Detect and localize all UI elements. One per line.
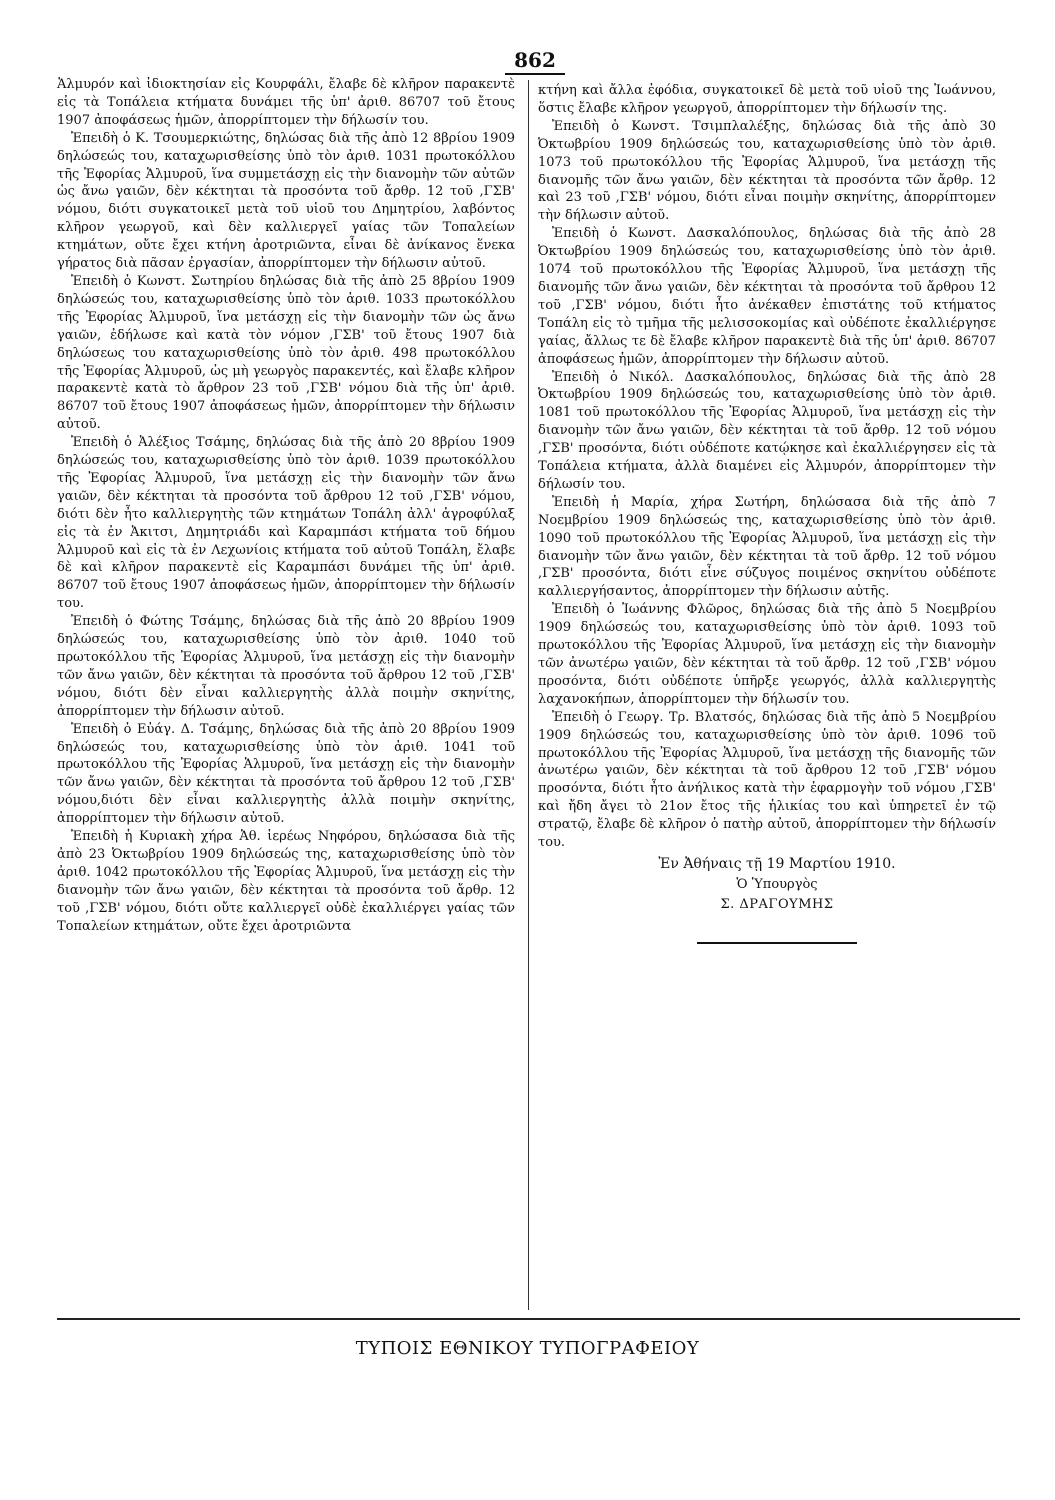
- paragraph: Ἐπειδὴ ὁ Ἰωάννης Φλῶρος, δηλώσας διὰ τῆς ἀπὸ 5 Νοεμβρίου 1909 δηλώσεώς του, καταχωρισθείσης ὑπὸ τὸν ἀριθ. 1093 τοῦ πρωτοκόλλου τῆς Ἐφορίας Ἁλμυροῦ, ἵνα μετάσχῃ εἰς τὴν διανομὴν τῶν ἀνωτέρω γαιῶν, δὲν κέκτηται τὰ τοῦ ἄρθρ. 12 τοῦ ,ΓΣΒ' νόμου προσόντα, διότι οὐδέποτε ὑπῆρξε γεωργός, ἀλλὰ καλλιεργητὴς λαχανοκήπων, ἀπορρίπτομεν τὴν δήλωσίν του.: [538, 602, 996, 707]
- signature-name: Σ. ΔΡΑΓΟΥΜΗΣ: [720, 896, 834, 912]
- paragraph: Ἐπειδὴ ὁ Νικόλ. Δασκαλόπουλος, δηλώσας διὰ τῆς ἀπὸ 28 Ὀκτωβρίου 1909 δηλώσεώς του, καταχωρισθείσης ὑπὸ τὸν ἀριθ. 1081 τοῦ πρωτοκόλλου τῆς Ἐφορίας Ἁλμυροῦ, ἵνα μετάσχῃ εἰς τὴν διανομὴν τῶν ἄνω γαιῶν, δὲν κέκτηται τὰ τοῦ ἄρθρ. 12 τοῦ νόμου ,ΓΣΒ' προσόντα, διότι οὐδέποτε κατῴκησε καὶ ἐκαλλιέργησεν εἰς τὰ Τοπάλεια κτήματα, ἀλλὰ διαμένει εἰς Ἁλμυρόν, ἀπορρίπτομεν τὴν δήλωσίν του.: [538, 369, 996, 492]
- page-divider: [57, 1318, 1020, 1320]
- printer-footer: ΤΥΠΟΙΣ ΕΘΝΙΚΟΥ ΤΥΠΟΓΡΑΦΕΙΟΥ: [355, 1338, 700, 1359]
- paragraph: Ἐπειδὴ ὁ Ἀλέξιος Τσάμης, δηλώσας διὰ τῆς ἀπὸ 20 8βρίου 1909 δηλώσεώς του, καταχωρισθείσης ὑπὸ τὸν ἀριθ. 1039 πρωτοκόλλου τῆς Ἐφορίας Ἁλμυροῦ, ἵνα μετάσχῃ εἰς τὴν διανομὴν τῶν ἄνω γαιῶν, δὲν κέκτηται τὰ προσόντα τοῦ ἄρθρου 12 τοῦ ,ΓΣΒ' νόμου, διότι δὲν ἦτο καλλιεργητὴς τῶν κτημάτων Τοπάλη ἀλλ' ἀγροφύλαξ εἰς τὰ ἐν Ἀκιτσι, Δημητριάδι καὶ Καραμπάσι κτήματα τοῦ δήμου Ἁλμυροῦ καὶ εἰς τὰ ἐν Λεχωνίοις κτήματα τοῦ αὐτοῦ Τοπάλη, ἔλαβε δὲ καὶ κλῆρον παρακεντὲ εἰς Καραμπάσι δυνάμει τῆς ὑπ' ἀριθ. 86707 τοῦ ἔτους 1907 ἀποφάσεως ἡμῶν, ἀπορρίπτομεν τὴν δήλωσίν του.: [57, 435, 515, 612]
- paragraph: Ἐπειδὴ ὁ Κωνστ. Σωτηρίου δηλώσας διὰ τῆς ἀπὸ 25 8βρίου 1909 δηλώσεώς του, καταχωρισθείσης ὑπὸ τὸν ἀριθ. 1033 πρωτοκόλλου τῆς Ἐφορίας Ἁλμυροῦ, ἵνα μετάσχῃ εἰς τὴν διανομὴν τῶν ὡς ἄνω γαιῶν, ἐδήλωσε καὶ κατὰ τὸν νόμον ,ΓΣΒ' τοῦ ἔτους 1907 διὰ δηλώσεως του καταχωρισθείσης ὑπὸ τὸν ἀριθ. 498 πρωτοκόλλου τῆς Ἐφορίας Ἁλμυροῦ, ὡς μὴ γεωργὸς παρακεντές, καὶ ἔλαβε κλῆρον παρακεντὲ κατὰ τὸ ἄρθρον 23 τοῦ ,ΓΣΒ' νόμου διὰ τῆς ὑπ' ἀριθ. 86707 τοῦ ἔτους 1907 ἀποφάσεως ἡμῶν, ἀπορρίπτομεν τὴν δήλωσιν αὐτοῦ.: [57, 273, 515, 433]
- signature-date: Ἐν Ἀθήναις τῇ 19 Μαρτίου 1910.: [658, 855, 896, 872]
- paragraph: Ἐπειδὴ ὁ Εὐάγ. Δ. Τσάμης, δηλώσας διὰ τῆς ἀπὸ 20 8βρίου 1909 δηλώσεώς του, καταχωρισθείσης ὑπὸ τὸν ἀριθ. 1041 τοῦ πρωτοκόλλου τῆς Ἐφορίας Ἁλμυροῦ, ἵνα μετάσχῃ εἰς τὴν διανομὴν τῶν ἄνω γαιῶν, δὲν κέκτηται τὰ προσόντα τοῦ ἄρθρου 12 τοῦ ,ΓΣΒ' νόμου,διότι δὲν εἶναι καλλιεργητὴς ἀλλὰ ποιμὴν σκηνίτης, ἀπορρίπτομεν τὴν δήλωσιν αὐτοῦ.: [57, 721, 515, 827]
- signature-block: [538, 856, 996, 944]
- signature-rule: [697, 942, 857, 944]
- paragraph: Ἁλμυρόν καὶ ἰδιοκτησίαν εἰς Κουρφάλι, ἔλαβε δὲ κλῆρον παρακεντὲ εἰς τὰ Τοπάλεια κτήματα δυνάμει τῆς ὑπ' ἀριθ. 86707 τοῦ ἔτους 1907 ἀποφάσεως ἡμῶν, ἀπορρίπτομεν τὴν δήλωσίν του.: [57, 77, 515, 128]
- paragraph: Ἐπειδὴ ὁ Γεωργ. Τρ. Βλατσός, δηλώσας διὰ τῆς ἀπὸ 5 Νοεμβρίου 1909 δηλώσεώς του, καταχωρισθείσης ὑπὸ τὸν ἀριθ. 1096 τοῦ πρωτοκόλλου τῆς Ἐφορίας Ἁλμυροῦ, ἵνα μετάσχῃ τῆς διανομῆς τῶν ἀνωτέρω γαιῶν, δὲν κέκτηται τὰ τοῦ ἄρθρου 12 τοῦ ,ΓΣΒ' νόμου προσόντα, διότι ἦτο ἀνήλικος κατὰ τὴν ἐφαρμογὴν τοῦ νόμου ,ΓΣΒ' καὶ ἤδη ἄγει τὸ 21ον ἔτος τῆς ἡλικίας του καὶ ὑπηρετεῖ ἐν τῷ στρατῷ, ἔλαβε δὲ κλῆρον ὁ πατὴρ αὐτοῦ, ἀπορρίπτομεν τὴν δήλωσίν του.: [538, 709, 996, 851]
- column-divider: [528, 80, 529, 1310]
- page-number: 862: [505, 48, 565, 75]
- left-column: [57, 76, 515, 936]
- paragraph: Ἐπειδὴ ἡ Μαρία, χήρα Σωτήρη, δηλώσασα διὰ τῆς ἀπὸ 7 Νοεμβρίου 1909 δηλώσεώς της, καταχωρισθείσης ὑπὸ τὸν ἀριθ. 1090 τοῦ πρωτοκόλλου τῆς Ἐφορίας Ἁλμυροῦ, ἵνα μετάσχῃ εἰς τὴν διανομὴν τῶν ἄνω γαιῶν, δὲν κέκτηται τὰ τοῦ ἄρθρ. 12 τοῦ νόμου ,ΓΣΒ' προσόντα, διότι εἶνε σύζυγος ποιμένος σκηνίτου οὐδέποτε καλλιεργήσαντος, ἀπορρίπτομεν τὴν δήλωσιν αὐτῆς.: [538, 494, 996, 600]
- paragraph: Ἐπειδὴ ὁ Φώτης Τσάμης, δηλώσας διὰ τῆς ἀπὸ 20 8βρίου 1909 δηλώσεώς του, καταχωρισθείσης ὑπὸ τὸν ἀριθ. 1040 τοῦ πρωτοκόλλου τῆς Ἐφορίας Ἁλμυροῦ, ἵνα μετάσχῃ εἰς τὴν διανομὴν τῶν ἄνω γαιῶν, δὲν κέκτηται τὰ προσόντα τοῦ ἄρθρου 12 τοῦ ,ΓΣΒ' νόμου, διότι δὲν εἶναι καλλιεργητὴς ἀλλὰ ποιμὴν σκηνίτης, ἀπορρίπτομεν τὴν δήλωσιν αὐτοῦ.: [57, 614, 515, 719]
- paragraph: Ἐπειδὴ ἡ Κυριακὴ χήρα Ἀθ. ἱερέως Νηφόρου, δηλώσασα διὰ τῆς ἀπὸ 23 Ὀκτωβρίου 1909 δηλώσεώς της, καταχωρισθείσης ὑπὸ τὸν ἀριθ. 1042 πρωτοκόλλου τῆς Ἐφορίας Ἁλμυροῦ, ἵνα μετάσχῃ εἰς τὴν διανομὴν τῶν ἄνω γαιῶν, δὲν κέκτηται τὰ προσόντα τοῦ ἄρθρ. 12 τοῦ ,ΓΣΒ' νόμου, διότι οὔτε καλλιεργεῖ οὐδὲ ἐκαλλιέργει γαίας τῶν Τοπαλείων κτημάτων, οὔτε ἔχει ἀροτριῶντα: [57, 829, 515, 934]
- signature-title: Ὁ Ὑπουργὸς: [736, 876, 818, 892]
- paragraph: Ἐπειδὴ ὁ Κωνστ. Τσιμπλαλέξης, δηλώσας διὰ τῆς ἀπὸ 30 Ὀκτωβρίου 1909 δηλώσεώς του, καταχωρισθείσης ὑπὸ τὸν ἀριθ. 1073 τοῦ πρωτοκόλλου τῆς Ἐφορίας Ἁλμυροῦ, ἵνα μετάσχῃ τῆς διανομῆς τῶν ἄνω γαιῶν, δὲν κέκτηται τὰ προσόντα τῶν ἄρθρ. 12 καὶ 23 τοῦ ,ΓΣΒ' νόμου, διότι εἶναι ποιμὴν σκηνίτης, ἀπορρίπτομεν τὴν δήλωσιν αὐτοῦ.: [538, 118, 996, 224]
- right-column: [538, 82, 996, 944]
- paragraph: κτήνη καὶ ἄλλα ἐφόδια, συγκατοικεῖ δὲ μετὰ τοῦ υἱοῦ της Ἰωάννου, ὅστις ἔλαβε κλῆρον γεωργοῦ, ἀπορρίπτομεν τὴν δήλωσίν της.: [538, 83, 996, 116]
- paragraph: Ἐπειδὴ ὁ Κ. Τσουμερκιώτης, δηλώσας διὰ τῆς ἀπὸ 12 8βρίου 1909 δηλώσεώς του, καταχωρισθείσης ὑπὸ τὸν ἀριθ. 1031 πρωτοκόλλου τῆς Ἐφορίας Ἁλμυροῦ, ἵνα συμμετάσχῃ εἰς τὴν διανομὴν τῶν αὐτῶν ὡς ἄνω γαιῶν, δὲν κέκτηται τὰ προσόντα τοῦ ἄρθρ. 12 τοῦ ,ΓΣΒ' νόμου, διότι συγκατοικεῖ μετὰ τοῦ υἱοῦ του Δημητρίου, λαβόντος κλῆρον γεωργοῦ, καὶ δὲν καλλιεργεῖ γαίας τῶν Τοπαλείων κτημάτων, οὔτε ἔχει κτήνη ἀροτριῶντα, εἶναι δὲ ἀνίκανος ἕνεκα γήρατος διὰ πᾶσαν ἐργασίαν, ἀπορρίπτομεν τὴν δήλωσιν αὐτοῦ.: [57, 130, 515, 272]
- paragraph: Ἐπειδὴ ὁ Κωνστ. Δασκαλόπουλος, δηλώσας διὰ τῆς ἀπὸ 28 Ὀκτωβρίου 1909 δηλώσεώς του, καταχωρισθείσης ὑπὸ τὸν ἀριθ. 1074 τοῦ πρωτοκόλλου τῆς Ἐφορίας Ἁλμυροῦ, ἵνα μετάσχῃ τῆς διανομῆς τῶν ἄνω γαιῶν, δὲν κέκτηται τὰ προσόντα τοῦ ἄρθρου 12 τοῦ ,ΓΣΒ' νόμου, διότι ἦτο ἀνέκαθεν ἐπιστάτης τοῦ κτήματος Τοπάλη εἰς τὸ τμῆμα τῆς μελισσοκομίας καὶ οὐδέποτε ἐκαλλιέργησε γαίας, ἄλλως τε δὲ ἔλαβε κλῆρον παρακεντὲ διὰ τῆς ὑπ' ἀριθ. 86707 ἀποφάσεως ἡμῶν, ἀπορρίπτομεν τὴν δήλωσιν αὐτοῦ.: [538, 226, 996, 367]
